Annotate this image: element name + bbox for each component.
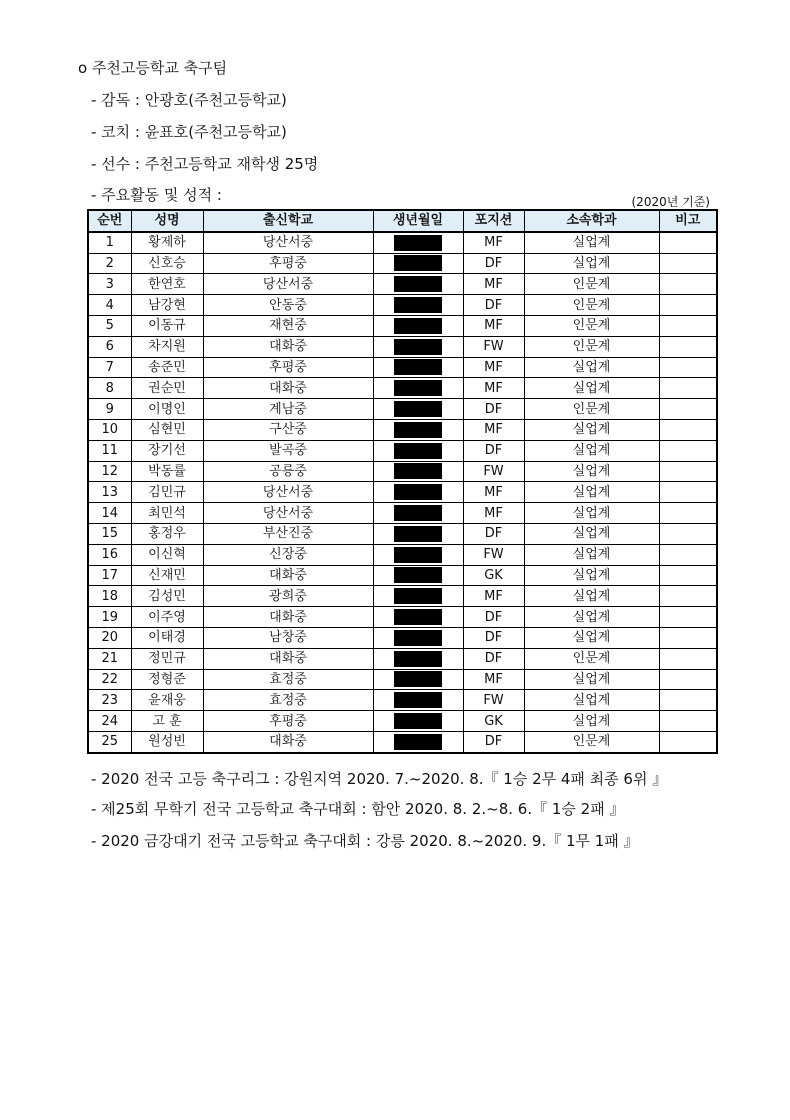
cell-position: DF bbox=[463, 607, 524, 628]
cell-school: 대화중 bbox=[203, 378, 373, 399]
cell-school: 대화중 bbox=[203, 565, 373, 586]
cell-birthdate bbox=[373, 607, 463, 628]
cell-note bbox=[659, 378, 717, 399]
cell-note bbox=[659, 482, 717, 503]
cell-birthdate bbox=[373, 419, 463, 440]
cell-department: 인문계 bbox=[524, 274, 659, 295]
cell-birthdate bbox=[373, 711, 463, 732]
cell-note bbox=[659, 419, 717, 440]
cell-no: 12 bbox=[88, 461, 131, 482]
cell-note bbox=[659, 315, 717, 336]
cell-no: 7 bbox=[88, 357, 131, 378]
cell-department: 인문계 bbox=[524, 648, 659, 669]
cell-school: 신장중 bbox=[203, 544, 373, 565]
cell-no: 16 bbox=[88, 544, 131, 565]
cell-birthdate bbox=[373, 523, 463, 544]
cell-school: 효정중 bbox=[203, 690, 373, 711]
cell-school: 대화중 bbox=[203, 607, 373, 628]
cell-school: 효정중 bbox=[203, 669, 373, 690]
cell-note bbox=[659, 295, 717, 316]
cell-no: 10 bbox=[88, 419, 131, 440]
cell-no: 19 bbox=[88, 607, 131, 628]
cell-department: 실업계 bbox=[524, 232, 659, 253]
cell-school: 재현중 bbox=[203, 315, 373, 336]
cell-position: MF bbox=[463, 586, 524, 607]
cell-department: 실업계 bbox=[524, 357, 659, 378]
table-row bbox=[88, 440, 717, 461]
cell-note bbox=[659, 274, 717, 295]
cell-name: 이명인 bbox=[131, 399, 203, 420]
redacted-birthdate bbox=[394, 734, 442, 750]
cell-position: FW bbox=[463, 544, 524, 565]
cell-note bbox=[659, 565, 717, 586]
table-row bbox=[88, 461, 717, 482]
redacted-birthdate bbox=[394, 235, 442, 251]
cell-department: 인문계 bbox=[524, 336, 659, 357]
redacted-birthdate bbox=[394, 526, 442, 542]
table-row bbox=[88, 274, 717, 295]
cell-department: 실업계 bbox=[524, 627, 659, 648]
cell-birthdate bbox=[373, 731, 463, 752]
redacted-birthdate bbox=[394, 713, 442, 729]
header-position: 포지션 bbox=[463, 210, 524, 232]
cell-name: 정민규 bbox=[131, 648, 203, 669]
cell-school: 구산중 bbox=[203, 419, 373, 440]
cell-note bbox=[659, 711, 717, 732]
cell-no: 24 bbox=[88, 711, 131, 732]
cell-birthdate bbox=[373, 482, 463, 503]
redacted-birthdate bbox=[394, 276, 442, 292]
cell-school: 후평중 bbox=[203, 357, 373, 378]
redacted-birthdate bbox=[394, 463, 442, 479]
cell-school: 광희중 bbox=[203, 586, 373, 607]
cell-position: DF bbox=[463, 399, 524, 420]
cell-no: 8 bbox=[88, 378, 131, 399]
cell-no: 3 bbox=[88, 274, 131, 295]
cell-school: 계남중 bbox=[203, 399, 373, 420]
cell-name: 최민석 bbox=[131, 503, 203, 524]
cell-position: GK bbox=[463, 565, 524, 586]
table-row bbox=[88, 357, 717, 378]
cell-no: 22 bbox=[88, 669, 131, 690]
redacted-birthdate bbox=[394, 318, 442, 334]
cell-name: 이태경 bbox=[131, 627, 203, 648]
cell-no: 4 bbox=[88, 295, 131, 316]
redacted-birthdate bbox=[394, 567, 442, 583]
cell-no: 11 bbox=[88, 440, 131, 461]
cell-department: 인문계 bbox=[524, 399, 659, 420]
cell-note bbox=[659, 690, 717, 711]
table-row bbox=[88, 648, 717, 669]
cell-note bbox=[659, 669, 717, 690]
cell-department: 인문계 bbox=[524, 315, 659, 336]
cell-note bbox=[659, 357, 717, 378]
cell-no: 14 bbox=[88, 503, 131, 524]
cell-department: 인문계 bbox=[524, 731, 659, 752]
table-row bbox=[88, 669, 717, 690]
cell-note bbox=[659, 461, 717, 482]
redacted-birthdate bbox=[394, 359, 442, 375]
cell-position: FW bbox=[463, 336, 524, 357]
cell-birthdate bbox=[373, 336, 463, 357]
cell-school: 당산서중 bbox=[203, 274, 373, 295]
cell-birthdate bbox=[373, 253, 463, 274]
cell-position: DF bbox=[463, 731, 524, 752]
cell-name: 심현민 bbox=[131, 419, 203, 440]
cell-position: DF bbox=[463, 253, 524, 274]
table-row bbox=[88, 295, 717, 316]
cell-name: 황제하 bbox=[131, 232, 203, 253]
table-row bbox=[88, 711, 717, 732]
cell-position: DF bbox=[463, 440, 524, 461]
cell-position: MF bbox=[463, 419, 524, 440]
cell-department: 실업계 bbox=[524, 253, 659, 274]
cell-department: 실업계 bbox=[524, 607, 659, 628]
header-birthdate: 생년월일 bbox=[373, 210, 463, 232]
cell-no: 6 bbox=[88, 336, 131, 357]
cell-note bbox=[659, 586, 717, 607]
cell-department: 실업계 bbox=[524, 440, 659, 461]
activity-item: - 2020 전국 고등 축구리그 : 강원지역 2020. 7.~2020. 8.『 1승 2무 4패 최종 6위 』 bbox=[91, 770, 668, 788]
cell-department: 실업계 bbox=[524, 669, 659, 690]
cell-name: 원성빈 bbox=[131, 731, 203, 752]
cell-no: 15 bbox=[88, 523, 131, 544]
cell-no: 17 bbox=[88, 565, 131, 586]
cell-position: MF bbox=[463, 232, 524, 253]
cell-name: 이동규 bbox=[131, 315, 203, 336]
redacted-birthdate bbox=[394, 443, 442, 459]
cell-position: GK bbox=[463, 711, 524, 732]
cell-name: 이신혁 bbox=[131, 544, 203, 565]
table-row bbox=[88, 586, 717, 607]
cell-school: 공릉중 bbox=[203, 461, 373, 482]
redacted-birthdate bbox=[394, 609, 442, 625]
table-row bbox=[88, 336, 717, 357]
cell-department: 실업계 bbox=[524, 482, 659, 503]
table-row bbox=[88, 607, 717, 628]
header-name: 성명 bbox=[131, 210, 203, 232]
cell-name: 박동률 bbox=[131, 461, 203, 482]
cell-position: MF bbox=[463, 315, 524, 336]
cell-school: 당산서중 bbox=[203, 482, 373, 503]
redacted-birthdate bbox=[394, 339, 442, 355]
cell-position: MF bbox=[463, 669, 524, 690]
cell-birthdate bbox=[373, 274, 463, 295]
redacted-birthdate bbox=[394, 651, 442, 667]
table-row bbox=[88, 232, 717, 253]
cell-name: 송준민 bbox=[131, 357, 203, 378]
cell-name: 이주영 bbox=[131, 607, 203, 628]
cell-note bbox=[659, 503, 717, 524]
cell-position: DF bbox=[463, 523, 524, 544]
cell-name: 김성민 bbox=[131, 586, 203, 607]
roster-table bbox=[87, 209, 718, 754]
cell-position: MF bbox=[463, 503, 524, 524]
cell-department: 실업계 bbox=[524, 690, 659, 711]
cell-position: MF bbox=[463, 482, 524, 503]
cell-no: 18 bbox=[88, 586, 131, 607]
cell-note bbox=[659, 399, 717, 420]
cell-no: 1 bbox=[88, 232, 131, 253]
cell-school: 당산서중 bbox=[203, 232, 373, 253]
cell-department: 실업계 bbox=[524, 461, 659, 482]
table-row bbox=[88, 731, 717, 752]
cell-department: 실업계 bbox=[524, 503, 659, 524]
cell-note bbox=[659, 607, 717, 628]
cell-school: 당산서중 bbox=[203, 503, 373, 524]
cell-note bbox=[659, 731, 717, 752]
cell-school: 남창중 bbox=[203, 627, 373, 648]
cell-name: 남강현 bbox=[131, 295, 203, 316]
table-row bbox=[88, 544, 717, 565]
cell-department: 실업계 bbox=[524, 711, 659, 732]
cell-position: MF bbox=[463, 274, 524, 295]
cell-school: 발곡중 bbox=[203, 440, 373, 461]
cell-name: 김민규 bbox=[131, 482, 203, 503]
cell-name: 윤재웅 bbox=[131, 690, 203, 711]
cell-birthdate bbox=[373, 503, 463, 524]
cell-position: MF bbox=[463, 357, 524, 378]
cell-no: 5 bbox=[88, 315, 131, 336]
team-title: o 주천고등학교 축구팀 bbox=[78, 59, 228, 77]
cell-note bbox=[659, 648, 717, 669]
header-department: 소속학과 bbox=[524, 210, 659, 232]
cell-birthdate bbox=[373, 378, 463, 399]
cell-no: 9 bbox=[88, 399, 131, 420]
cell-position: DF bbox=[463, 627, 524, 648]
cell-note bbox=[659, 544, 717, 565]
cell-name: 차지원 bbox=[131, 336, 203, 357]
cell-department: 실업계 bbox=[524, 586, 659, 607]
cell-school: 대화중 bbox=[203, 731, 373, 752]
cell-note bbox=[659, 336, 717, 357]
cell-department: 인문계 bbox=[524, 295, 659, 316]
cell-birthdate bbox=[373, 357, 463, 378]
redacted-birthdate bbox=[394, 484, 442, 500]
table-row bbox=[88, 523, 717, 544]
redacted-birthdate bbox=[394, 692, 442, 708]
cell-note bbox=[659, 627, 717, 648]
cell-birthdate bbox=[373, 295, 463, 316]
cell-birthdate bbox=[373, 399, 463, 420]
cell-name: 홍정우 bbox=[131, 523, 203, 544]
cell-birthdate bbox=[373, 648, 463, 669]
redacted-birthdate bbox=[394, 671, 442, 687]
redacted-birthdate bbox=[394, 630, 442, 646]
header-school: 출신학교 bbox=[203, 210, 373, 232]
activity-item: - 2020 금강대기 전국 고등학교 축구대회 : 강릉 2020. 8.~2020. 9.『 1무 1패 』 bbox=[91, 832, 639, 850]
cell-note bbox=[659, 253, 717, 274]
cell-no: 13 bbox=[88, 482, 131, 503]
redacted-birthdate bbox=[394, 422, 442, 438]
cell-birthdate bbox=[373, 690, 463, 711]
redacted-birthdate bbox=[394, 380, 442, 396]
cell-name: 고 훈 bbox=[131, 711, 203, 732]
cell-name: 정형준 bbox=[131, 669, 203, 690]
cell-department: 실업계 bbox=[524, 565, 659, 586]
cell-school: 후평중 bbox=[203, 711, 373, 732]
cell-position: DF bbox=[463, 295, 524, 316]
cell-note bbox=[659, 440, 717, 461]
header-no: 순번 bbox=[88, 210, 131, 232]
cell-note bbox=[659, 523, 717, 544]
redacted-birthdate bbox=[394, 547, 442, 563]
cell-name: 한연호 bbox=[131, 274, 203, 295]
table-row bbox=[88, 315, 717, 336]
cell-school: 안동중 bbox=[203, 295, 373, 316]
cell-school: 후평중 bbox=[203, 253, 373, 274]
table-row bbox=[88, 565, 717, 586]
cell-birthdate bbox=[373, 669, 463, 690]
activities-label: - 주요활동 및 성적 : bbox=[91, 186, 222, 204]
cell-department: 실업계 bbox=[524, 544, 659, 565]
cell-birthdate bbox=[373, 586, 463, 607]
cell-department: 실업계 bbox=[524, 523, 659, 544]
cell-department: 실업계 bbox=[524, 378, 659, 399]
cell-birthdate bbox=[373, 232, 463, 253]
cell-name: 장기선 bbox=[131, 440, 203, 461]
redacted-birthdate bbox=[394, 401, 442, 417]
cell-birthdate bbox=[373, 440, 463, 461]
cell-birthdate bbox=[373, 565, 463, 586]
cell-no: 2 bbox=[88, 253, 131, 274]
redacted-birthdate bbox=[394, 255, 442, 271]
cell-birthdate bbox=[373, 315, 463, 336]
roster-body bbox=[88, 232, 717, 753]
cell-name: 신재민 bbox=[131, 565, 203, 586]
coach-line: - 코치 : 윤표호(주천고등학교) bbox=[91, 123, 287, 141]
cell-position: FW bbox=[463, 461, 524, 482]
cell-no: 23 bbox=[88, 690, 131, 711]
redacted-birthdate bbox=[394, 297, 442, 313]
table-row bbox=[88, 690, 717, 711]
table-row bbox=[88, 503, 717, 524]
cell-position: FW bbox=[463, 690, 524, 711]
table-row bbox=[88, 482, 717, 503]
cell-no: 25 bbox=[88, 731, 131, 752]
cell-department: 실업계 bbox=[524, 419, 659, 440]
cell-name: 권순민 bbox=[131, 378, 203, 399]
table-row bbox=[88, 253, 717, 274]
cell-no: 21 bbox=[88, 648, 131, 669]
cell-position: MF bbox=[463, 378, 524, 399]
head-coach-line: - 감독 : 안광호(주천고등학교) bbox=[91, 91, 287, 109]
table-row bbox=[88, 419, 717, 440]
cell-school: 대화중 bbox=[203, 336, 373, 357]
redacted-birthdate bbox=[394, 588, 442, 604]
cell-note bbox=[659, 232, 717, 253]
table-row bbox=[88, 378, 717, 399]
redacted-birthdate bbox=[394, 505, 442, 521]
cell-birthdate bbox=[373, 544, 463, 565]
cell-school: 대화중 bbox=[203, 648, 373, 669]
cell-name: 신호승 bbox=[131, 253, 203, 274]
table-header-row bbox=[88, 210, 717, 232]
table-row bbox=[88, 399, 717, 420]
activity-item: - 제25회 무학기 전국 고등학교 축구대회 : 함안 2020. 8. 2.~8. 6.『 1승 2패 』 bbox=[91, 800, 625, 818]
cell-birthdate bbox=[373, 627, 463, 648]
header-note: 비고 bbox=[659, 210, 717, 232]
basis-year-note: (2020년 기준) bbox=[631, 195, 710, 209]
cell-position: DF bbox=[463, 648, 524, 669]
cell-school: 부산진중 bbox=[203, 523, 373, 544]
players-line: - 선수 : 주천고등학교 재학생 25명 bbox=[91, 155, 319, 173]
cell-birthdate bbox=[373, 461, 463, 482]
cell-no: 20 bbox=[88, 627, 131, 648]
table-row bbox=[88, 627, 717, 648]
